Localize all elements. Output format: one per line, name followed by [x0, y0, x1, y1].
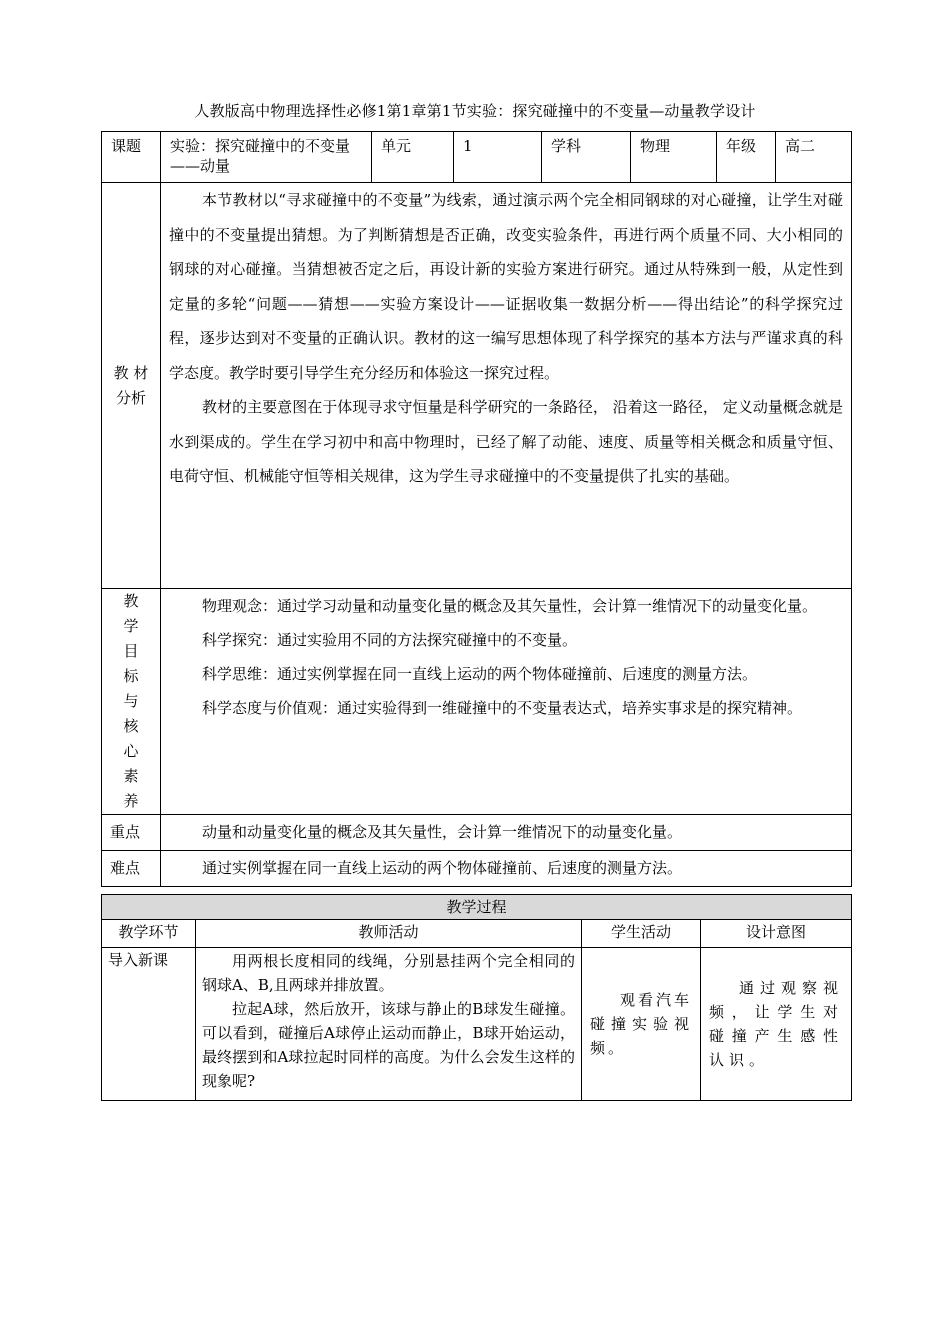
design-intent-cell: 通过观察视频，让学生对碰撞产生感性认识。: [701, 948, 852, 1101]
goals-label-line: 与核: [123, 692, 152, 735]
grade-value: 高二: [776, 132, 852, 183]
document-title: 人教版高中物理选择性必修1第1章第1节实验：探究碰撞中的不变量—动量教学设计: [194, 102, 756, 120]
unit-label: 单元: [372, 132, 454, 183]
subject-value: 物理: [631, 132, 717, 183]
goals-label-line: 目标: [123, 642, 152, 685]
header-stage: 教学环节: [102, 920, 196, 948]
goal-paragraph: 物理观念：通过学习动量和动量变化量的概念及其矢量性，会计算一维情况下的动量变化量。: [202, 597, 818, 615]
stage-cell: 导入新课: [102, 948, 196, 1101]
process-title: 教学过程: [102, 895, 852, 920]
process-title-row: [102, 895, 852, 920]
teacher-paragraph: 拉起A球，然后放开，该球与静止的B球发生碰撞。可以看到，碰撞后A球停止运动而静止，B球开始运动，最终摆到和A球拉起时同样的高度。为什么会发生这样的现象呢?: [202, 1000, 575, 1090]
lesson-info-table: [101, 131, 852, 887]
analysis-row: [102, 183, 852, 589]
info-row: [102, 132, 852, 183]
analysis-paragraph: 教材的主要意图在于体现寻求守恒量是科学研究的一条路径， 沿着这一路径， 定义动量概念就是水到渠成的。学生在学习初中和高中物理时，已经了解了动能、速度、质量等相关概念和质量守恒、电荷守恒、机械能守恒等相关规律，这为学生寻求碰撞中的不变量提供了扎实的基础。: [169, 398, 843, 485]
difficult-point-text: 通过实例掌握在同一直线上运动的两个物体碰撞前、后速度的测量方法。: [161, 851, 852, 887]
goals-label: [102, 589, 161, 815]
key-point-text: 动量和动量变化量的概念及其矢量性，会计算一维情况下的动量变化量。: [161, 815, 852, 851]
header-student: 学生活动: [582, 920, 701, 948]
process-header-row: [102, 920, 852, 948]
grade-label: 年级: [717, 132, 776, 183]
teaching-process-table: [101, 894, 852, 1101]
analysis-paragraph: 本节教材以“寻求碰撞中的不变量”为线索，通过演示两个完全相同钢球的对心碰撞，让学生对碰撞中的不变量提出猜想。为了判断猜想是否正确，改变实验条件，再进行两个质量不同、大小相同的钢球的对心碰撞。当猜想被否定之后，再设计新的实验方案进行研究。通过从特殊到一般，从定性到定量的多轮“问题——猜想——实验方案设计——证据收集一数据分析——得出结论”的科学探究过程，逐步达到对不变量的正确认识。教材的这一编写思想体现了科学探究的基本方法与严谨求真的科学态度。教学时要引导学生充分经历和体验这一探究过程。: [169, 191, 843, 382]
process-row: [102, 948, 852, 1101]
key-point-label: 重点: [102, 815, 161, 851]
analysis-content: [161, 183, 852, 589]
header-teacher: 教师活动: [196, 920, 582, 948]
goal-paragraph: 科学思维：通过实例掌握在同一直线上运动的两个物体碰撞前、后速度的测量方法。: [202, 665, 758, 683]
unit-value: 1: [454, 132, 542, 183]
key-point-row: [102, 815, 852, 851]
teacher-activity-cell: [196, 948, 582, 1101]
difficult-point-label: 难点: [102, 851, 161, 887]
student-activity-cell: 观看汽车碰撞实验视频。: [582, 948, 701, 1101]
goals-content: [161, 589, 852, 815]
subject-label: 学科: [542, 132, 631, 183]
goals-label-line: 养: [123, 792, 152, 810]
header-design: 设计意图: [701, 920, 852, 948]
goals-label-line: 教学: [123, 592, 152, 635]
goal-paragraph: 科学态度与价值观：通过实验得到一维碰撞中的不变量表达式，培养实事求是的探究精神。: [202, 699, 803, 717]
topic-value: 实验：探究碰撞中的不变量——动量: [161, 132, 372, 183]
difficult-point-row: [102, 851, 852, 887]
goals-row: [102, 589, 852, 815]
analysis-label-line: 分析: [115, 388, 146, 407]
goal-paragraph: 科学探究：通过实验用不同的方法探究碰撞中的不变量。: [202, 631, 578, 649]
teacher-paragraph: 用两根长度相同的线绳，分别悬挂两个完全相同的钢球A、B,且两球并排放置。: [202, 952, 575, 994]
topic-label: 课题: [102, 132, 161, 183]
analysis-label-line: 教 材: [113, 363, 149, 382]
goals-label-line: 心素: [123, 742, 152, 785]
analysis-label: [102, 183, 161, 589]
